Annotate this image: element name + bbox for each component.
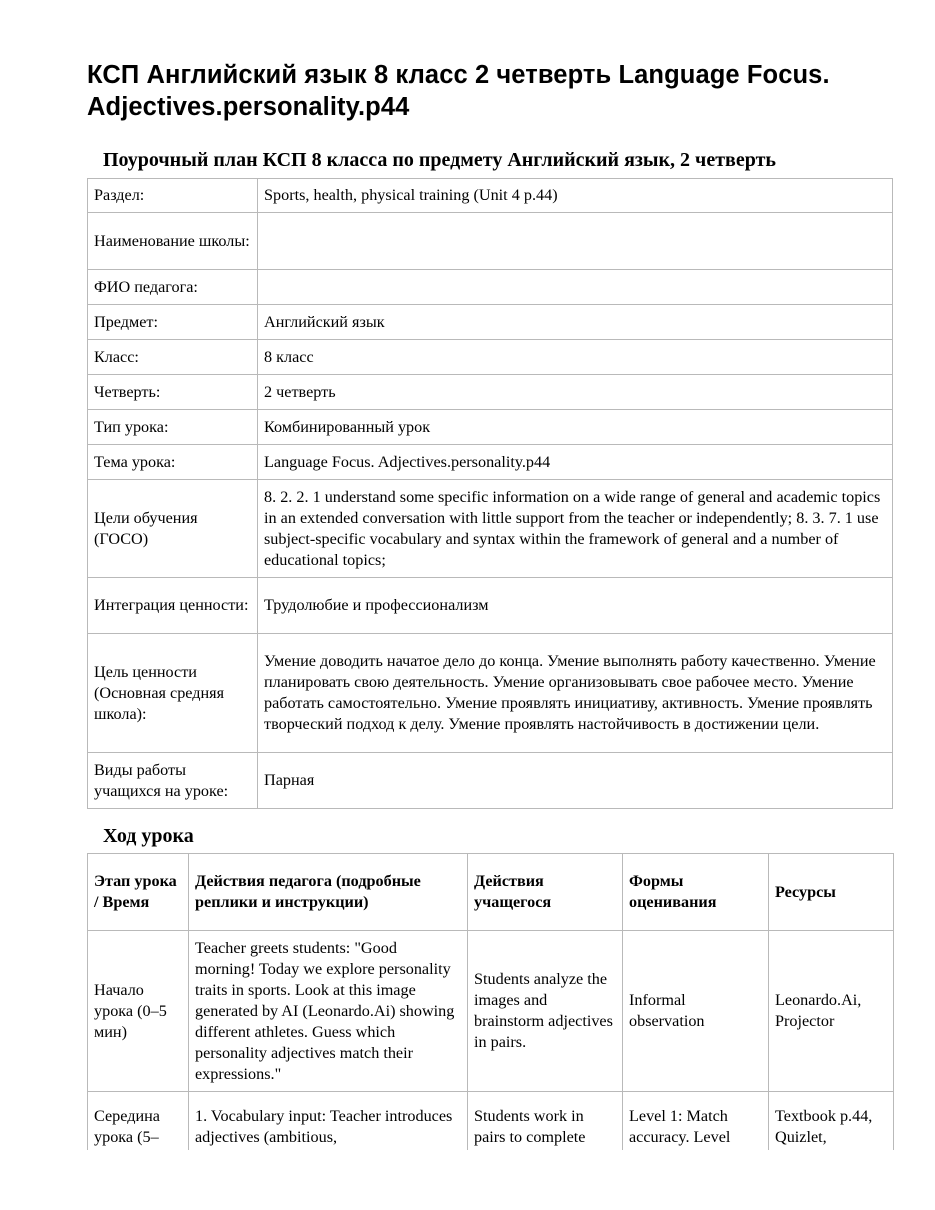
table-row — [88, 445, 893, 480]
row-value: Английский язык — [258, 305, 893, 340]
row-value: Умение доводить начатое дело до конца. Умение выполнять работу качественно. Умение планировать свою деятельность. Умение организовывать свое рабочее место. Умение работать самостоятельно. Умение проявлять инициативу, активность. Умение проявлять творческий подход к делу. Умение проявлять настойчивость в достижении цели. — [258, 634, 893, 753]
lesson-flow-heading: Ход урока — [103, 825, 194, 847]
row-value: Sports, health, physical training (Unit 4 p.44) — [258, 179, 893, 213]
row-value: 2 четверть — [258, 375, 893, 410]
stage-cell: Середина урока (5– — [88, 1092, 189, 1162]
row-value: Парная — [258, 753, 893, 809]
table-row — [88, 480, 893, 578]
column-header-resources: Ресурсы — [769, 854, 894, 931]
row-label: Цели обучения (ГОСО) — [88, 480, 258, 578]
table-row — [88, 931, 894, 1092]
table-row — [88, 634, 893, 753]
resources-cell: Leonardo.Ai, Projector — [769, 931, 894, 1092]
lesson-info-table — [87, 178, 893, 809]
row-label: Цель ценности (Основная средняя школа): — [88, 634, 258, 753]
row-value: 8. 2. 2. 1 understand some specific information on a wide range of general and academic topics in an extended conversation with little support from the teacher or independently; 8. 3. 7. 1 use subject-specific vocabulary and syntax within the framework of general and a number of educational topics; — [258, 480, 893, 578]
teacher-actions-cell: Teacher greets students: "Good morning! Today we explore personality traits in sports. Look at this image generated by AI (Leonardo.Ai) showing different athletes. Guess which personality adjectives match their expressions." — [189, 931, 468, 1092]
resources-cell: Textbook p.44, Quizlet, — [769, 1092, 894, 1162]
table-row — [88, 340, 893, 375]
column-header-student-actions: Действия учащегося — [468, 854, 623, 931]
column-header-assessment: Формы оценивания — [623, 854, 769, 931]
row-label: Тип урока: — [88, 410, 258, 445]
student-actions-cell: Students analyze the images and brainstorm adjectives in pairs. — [468, 931, 623, 1092]
table-row — [88, 410, 893, 445]
table-row — [88, 753, 893, 809]
row-label: Четверть: — [88, 375, 258, 410]
row-value — [258, 213, 893, 270]
table-row — [88, 213, 893, 270]
row-label: Класс: — [88, 340, 258, 375]
column-header-stage: Этап урока / Время — [88, 854, 189, 931]
row-label: Наименование школы: — [88, 213, 258, 270]
row-value: Language Focus. Adjectives.personality.p44 — [258, 445, 893, 480]
column-header-teacher-actions: Действия педагога (подробные реплики и инструкции) — [189, 854, 468, 931]
student-actions-cell: Students work in pairs to complete — [468, 1092, 623, 1162]
assessment-cell: Informal observation — [623, 931, 769, 1092]
row-label: Раздел: — [88, 179, 258, 213]
teacher-actions-cell: 1. Vocabulary input: Teacher introduces adjectives (ambitious, — [189, 1092, 468, 1162]
document-title: КСП Английский язык 8 класс 2 четверть Language Focus. Adjectives.personality.p44 — [87, 61, 830, 121]
table-row — [88, 179, 893, 213]
row-value: 8 класс — [258, 340, 893, 375]
table-header-row — [88, 854, 894, 931]
row-value: Комбинированный урок — [258, 410, 893, 445]
table-row — [88, 305, 893, 340]
row-label: Виды работы учащихся на уроке: — [88, 753, 258, 809]
lesson-flow-table — [87, 853, 894, 1162]
page-bottom-margin — [0, 1150, 935, 1210]
row-value — [258, 270, 893, 305]
assessment-cell: Level 1: Match accuracy. Level — [623, 1092, 769, 1162]
row-label: Предмет: — [88, 305, 258, 340]
document-page — [87, 0, 893, 1162]
lesson-plan-heading: Поурочный план КСП 8 класса по предмету Английский язык, 2 четверть — [103, 149, 776, 171]
row-label: Интеграция ценности: — [88, 578, 258, 634]
row-label: ФИО педагога: — [88, 270, 258, 305]
row-value: Трудолюбие и профессионализм — [258, 578, 893, 634]
row-label: Тема урока: — [88, 445, 258, 480]
stage-cell: Начало урока (0–5 мин) — [88, 931, 189, 1092]
table-row — [88, 578, 893, 634]
table-row — [88, 375, 893, 410]
table-row — [88, 270, 893, 305]
